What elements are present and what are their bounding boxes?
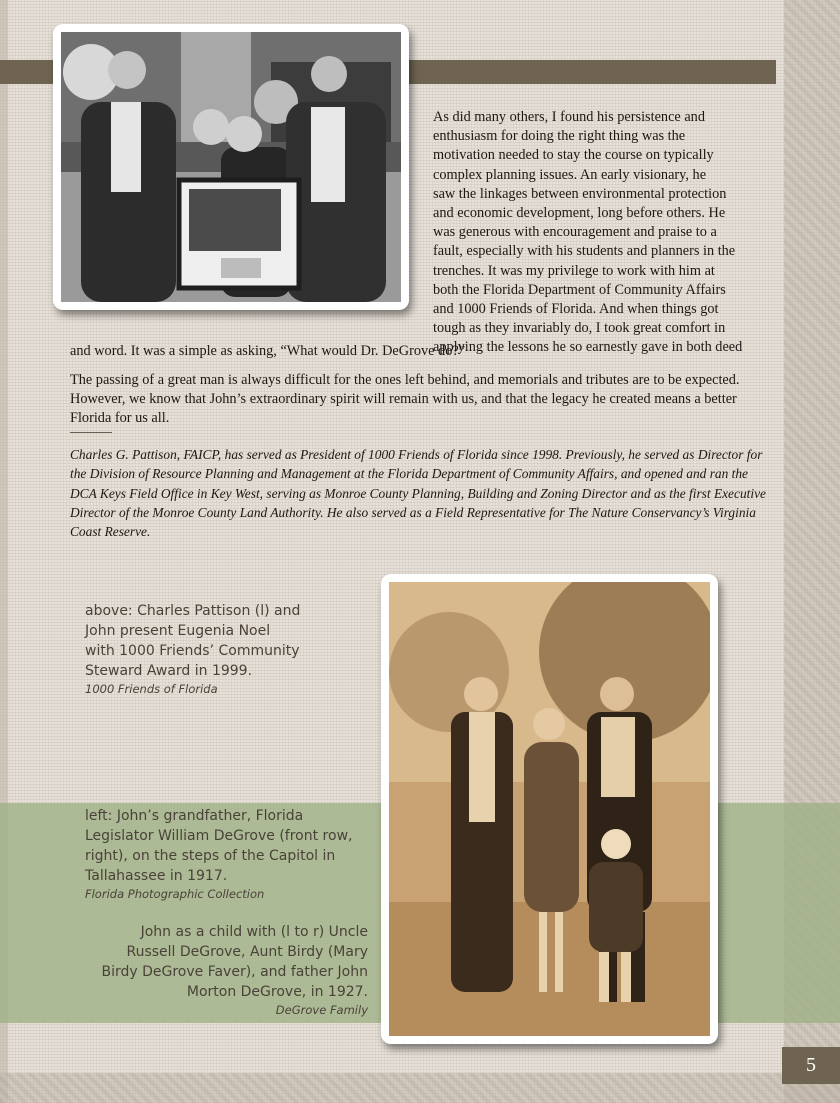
caption-line: left: John’s grandfather, Florida	[85, 808, 304, 824]
page-number: 5	[782, 1047, 840, 1084]
article-paragraph-1-tail: and word. It was a simple as asking, “What would Dr. DeGrove do?”	[70, 343, 466, 359]
caption-line: above: Charles Pattison (l) and	[85, 603, 301, 619]
bio-divider	[70, 432, 112, 433]
caption-child	[88, 922, 368, 1018]
page-edge-bottom	[0, 1073, 840, 1103]
caption-line: right), on the steps of the Capitol in	[85, 848, 336, 864]
photo-award-presentation	[53, 24, 409, 310]
text-line: enthusiasm for doing the right thing was the	[433, 128, 686, 145]
caption-line: with 1000 Friends’ Community	[85, 643, 300, 659]
text-line: motivation needed to stay the course on typically	[433, 147, 714, 164]
caption-line: Birdy DeGrove Faver), and father John	[101, 964, 368, 980]
text-line: and 1000 Friends of Florida. And when things got	[433, 301, 719, 318]
text-line: As did many others, I found his persistence and	[433, 109, 705, 125]
text-line: complex planning issues. An early visionary, he	[433, 166, 707, 183]
family-photo-image	[389, 582, 710, 1036]
award-photo-image	[61, 32, 401, 302]
photo-family-1927	[381, 574, 718, 1044]
article-paragraph-1	[433, 108, 773, 358]
text-line: saw the linkages between environmental protection	[433, 185, 727, 202]
caption-line: John as a child with (l to r) Uncle	[140, 924, 368, 940]
text-line: trenches. It was my privilege to work with him at	[433, 262, 715, 279]
caption-line: John present Eugenia Noel	[85, 623, 271, 639]
text-line: applying the lessons he so earnestly gave in both deed	[433, 339, 743, 356]
article-paragraph-2: The passing of a great man is always difficult for the ones left behind, and memorials and tributes are to be expected. However, we know that John’s extraordinary spirit will remain with us, and that the legacy he created means a better Florida for us all.	[70, 372, 740, 427]
text-line: and economic development, long before others. He	[433, 205, 726, 222]
photo-credit: Florida Photographic Collection	[85, 887, 265, 901]
photo-credit: 1000 Friends of Florida	[85, 682, 218, 696]
text-line: tough as they invariably do, I took great comfort in	[433, 320, 726, 337]
caption-line: Legislator William DeGrove (front row,	[85, 828, 353, 844]
caption-left	[85, 806, 370, 902]
author-bio: Charles G. Pattison, FAICP, has served as President of 1000 Friends of Florida since 1998. Previously, he served as Director for the Division of Resource Planning and Management at the Florida Department of Community Affairs, and opened and ran the DCA Keys Field Office in Key West, serving as Monroe County Planning, Building and Zoning Director and as the first Executive Director of the Monroe County Land Authority. He also served as a Field Representative for The Nature Conservancy’s Virginia Coast Reserve.	[70, 447, 766, 540]
caption-line: Morton DeGrove, in 1927.	[186, 984, 368, 1000]
caption-line: Steward Award in 1999.	[85, 663, 253, 679]
text-line: both the Florida Department of Community Affairs	[433, 281, 726, 298]
caption-above	[85, 601, 325, 697]
caption-line: Russell DeGrove, Aunt Birdy (Mary	[126, 944, 368, 960]
text-line: fault, especially with his students and planners in the	[433, 243, 736, 260]
text-line: was generous with encouragement and praise to a	[433, 224, 717, 241]
photo-credit: DeGrove Family	[275, 1003, 368, 1017]
caption-line: Tallahassee in 1917.	[85, 868, 228, 884]
